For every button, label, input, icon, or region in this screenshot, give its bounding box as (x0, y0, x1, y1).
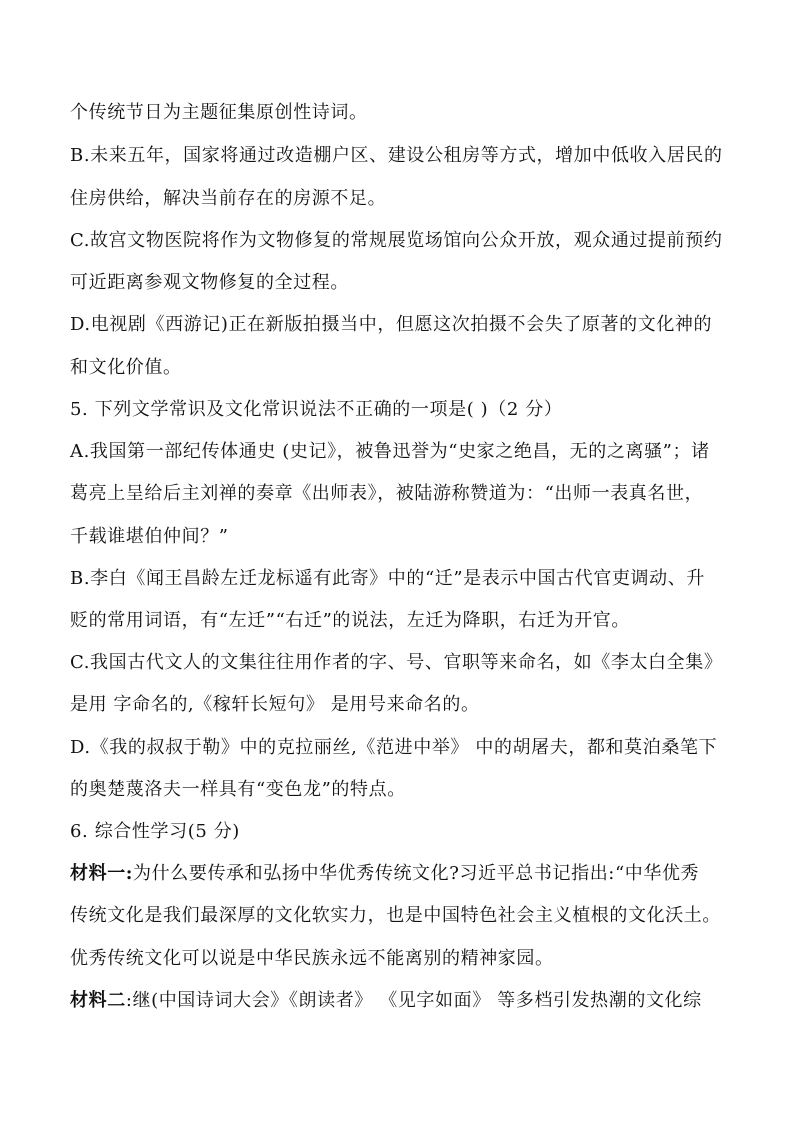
text-line: 住房供给，解决当前存在的房源不足。 (70, 188, 387, 209)
text-line: 贬的常用词语，有“左迁”“右迁”的说法，左迁为降职，右迁为开官。 (70, 610, 631, 631)
text-line: C.故宫文物医院将作为文物修复的常规展览场馆向公众开放，观众通过提前预约 (70, 230, 723, 251)
text-line: 是用 字命名的,《稼轩长短句》 是用号来命名的。 (70, 694, 480, 715)
text-line: 葛亮上呈给后主刘禅的奏章《出师表》，被陆游称赞道为：“出师一表真名世， (70, 483, 704, 504)
text-line: D.电视剧《西游记)正在新版拍摄当中，但愿这次拍摄不会失了原著的文化神的 (70, 314, 713, 335)
question-6-stem: 6. 综合性学习(5 分) (70, 821, 240, 842)
material-two-line (70, 989, 740, 1013)
text-line: 可近距离参观文物修复的全过程。 (70, 272, 349, 293)
text-line: B.李白《闻王昌龄左迁龙标遥有此寄》中的“迁”是表示中国古代官吏调动、升 (70, 568, 705, 589)
material-two-label: 材料二 (70, 990, 126, 1011)
question-5-stem: 5. 下列文学常识及文化常识说法不正确的一项是( )（2 分） (70, 399, 563, 420)
text-line: D.《我的叔叔于勒》中的克拉丽丝,《范进中举》 中的胡屠夫，都和莫泊桑笔下 (70, 737, 718, 758)
material-one-text: 为什么要传承和弘扬中华优秀传统文化?习近平总书记指出:“中华优秀 (133, 863, 700, 884)
text-line: A.我国第一部纪传体通史 (史记》，被鲁迅誉为“史家之绝昌，无的之离骚”；诸 (70, 441, 710, 462)
text-line: B.未来五年，国家将通过改造棚户区、建设公租房等方式，增加中低收入居民的 (70, 145, 723, 166)
material-two-text: :继(中国诗词大会》《朗读者》 《见字如面》 等多档引发热潮的文化综 (125, 990, 702, 1011)
text-line: C.我国古代文人的文集往往用作者的字、号、官职等来命名，如《李太白全集》 (70, 652, 723, 673)
text-line: 千载谁堪伯仲间？” (70, 526, 229, 547)
text-line: 和文化价值。 (70, 357, 182, 378)
material-one-label: 材料一: (70, 863, 134, 884)
text-line: 个传统节日为主题征集原创性诗词。 (70, 102, 368, 123)
material-one-line (70, 862, 740, 886)
text-line: 传统文化是我们最深厚的文化软实力，也是中国特色社会主义植根的文化沃土。 (70, 905, 721, 926)
text-line: 的奥楚蔑洛夫一样具有“变色龙”的特点。 (70, 779, 406, 800)
text-line: 优秀传统文化可以说是中华民族永远不能离别的精神家园。 (70, 948, 554, 969)
